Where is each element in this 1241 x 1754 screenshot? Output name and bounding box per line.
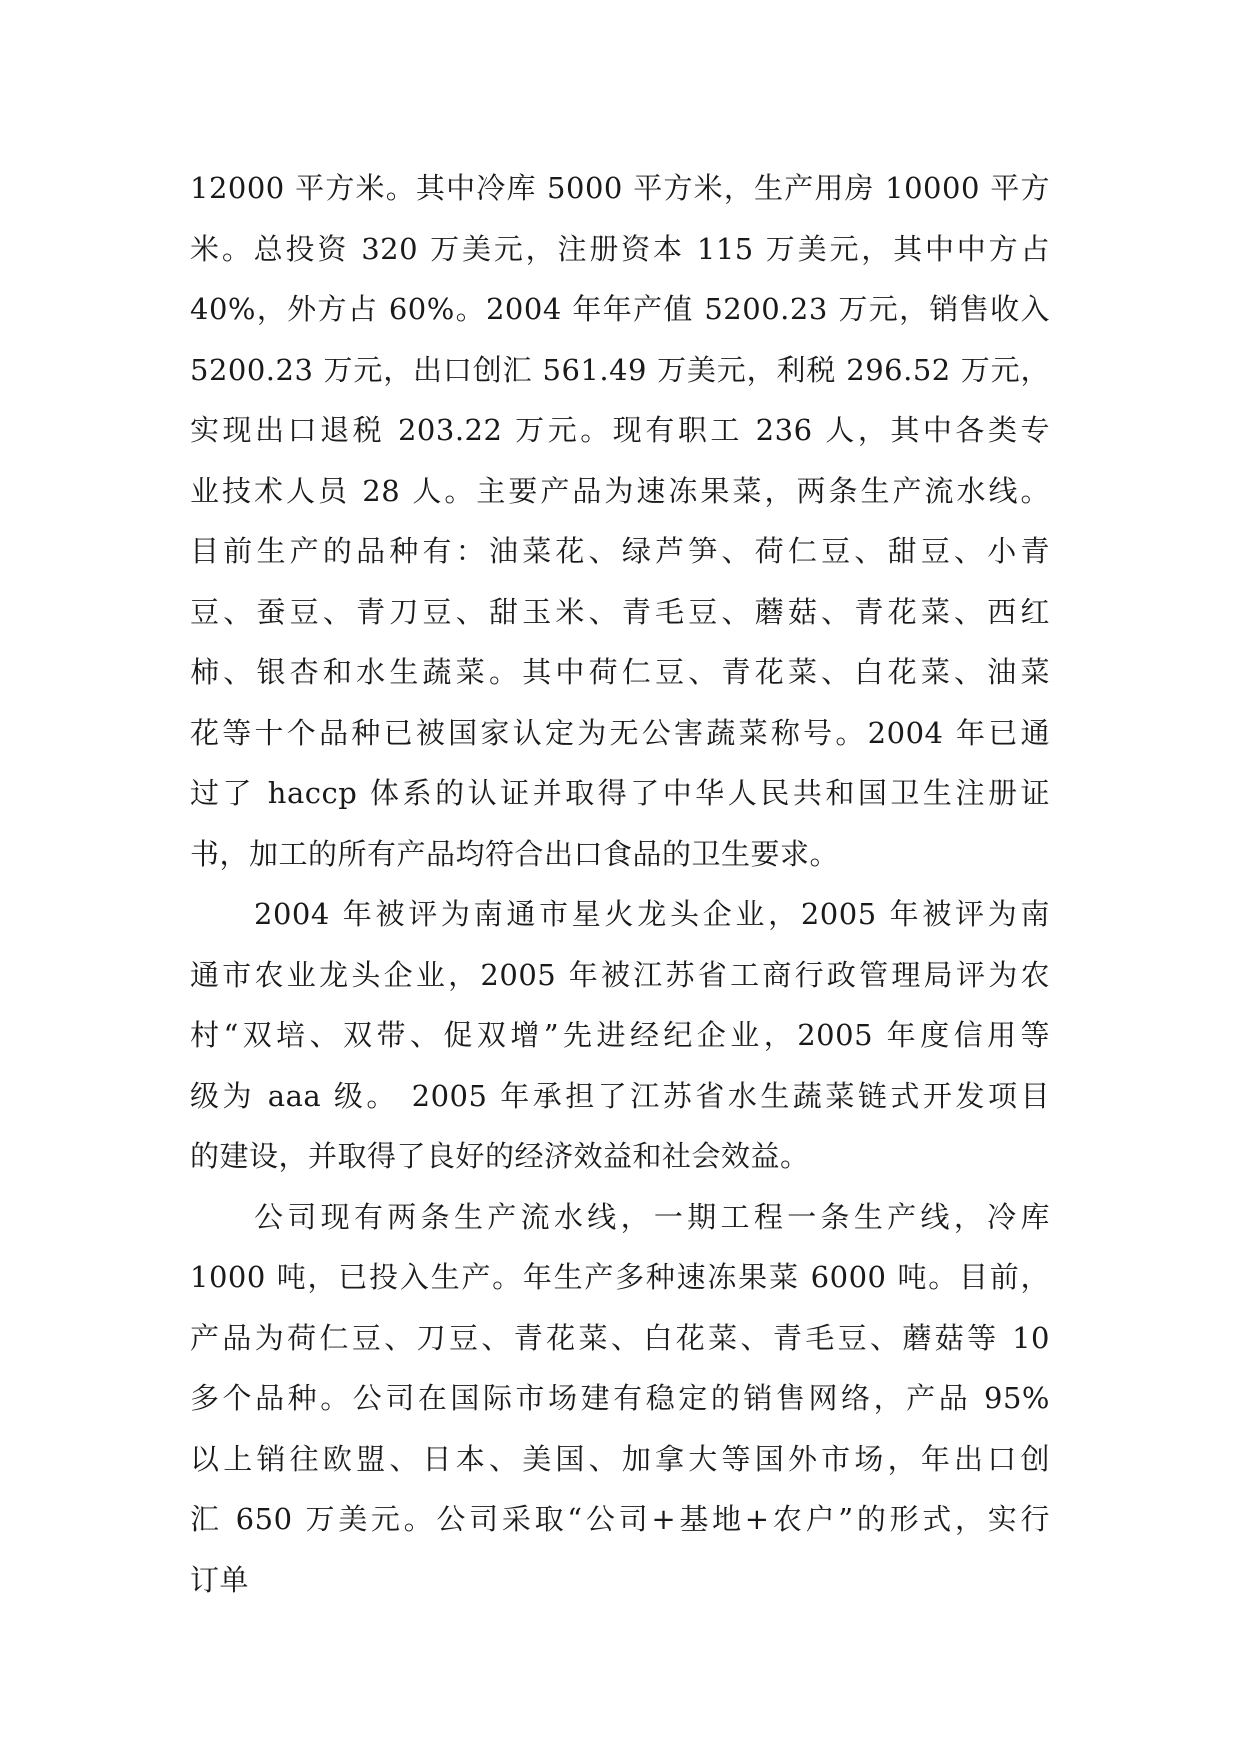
- text-line: 目前生产的品种有：油菜花、绿芦笋、荷仁豆、甜豆、小青: [190, 534, 1050, 568]
- text-line: 1000 吨，已投入生产。年生产多种速冻果菜 6000 吨。目前，: [190, 1260, 1050, 1294]
- document-body: [190, 158, 1050, 1610]
- paragraph-3: [190, 1187, 1050, 1611]
- text-line: 实现出口退税 203.22 万元。现有职工 236 人，其中各类专: [190, 413, 1050, 447]
- text-line: 的建设，并取得了良好的经济效益和社会效益。: [190, 1139, 810, 1173]
- text-line: 花等十个品种已被国家认定为无公害蔬菜称号。2004 年已通: [190, 715, 1050, 750]
- text-line: 12000 平方米。其中冷库 5000 平方米，生产用房 10000 平方: [190, 171, 1050, 205]
- text-line: 柿、银杏和水生蔬菜。其中荷仁豆、青花菜、白花菜、油菜: [190, 655, 1050, 689]
- text-line: 以上销往欧盟、日本、美国、加拿大等国外市场，年出口创: [190, 1441, 1050, 1476]
- text-line: 书，加工的所有产品均符合出口食品的卫生要求。: [190, 836, 840, 871]
- text-line: 村“双培、双带、促双增”先进经纪企业，2005 年度信用等: [190, 1018, 1050, 1052]
- text-line: 过了 haccp 体系的认证并取得了中华人民共和国卫生注册证: [190, 776, 1050, 810]
- text-line: 40%，外方占 60%。2004 年年产值 5200.23 万元，销售收入: [190, 292, 1050, 326]
- text-line: 业技术人员 28 人。主要产品为速冻果菜，两条生产流水线。: [190, 473, 1050, 508]
- text-line: 级为 aaa 级。 2005 年承担了江苏省水生蔬菜链式开发项目: [190, 1078, 1050, 1113]
- text-line: 公司现有两条生产流水线，一期工程一条生产线，冷库: [254, 1199, 1050, 1234]
- text-line: 米。总投资 320 万美元，注册资本 115 万美元，其中中方占: [190, 231, 1050, 266]
- paragraph-2: [190, 884, 1050, 1187]
- paragraph-1: [190, 158, 1050, 884]
- text-line: 产品为荷仁豆、刀豆、青花菜、白花菜、青毛豆、蘑菇等 10: [190, 1320, 1050, 1355]
- text-line: 2004 年被评为南通市星火龙头企业，2005 年被评为南: [254, 897, 1050, 931]
- text-line: 豆、蚕豆、青刀豆、甜玉米、青毛豆、蘑菇、青花菜、西红: [190, 594, 1050, 629]
- text-line: 多个品种。公司在国际市场建有稳定的销售网络，产品 95%: [190, 1381, 1050, 1415]
- text-line: 订单: [190, 1562, 250, 1597]
- text-line: 5200.23 万元，出口创汇 561.49 万美元，利税 296.52 万元，: [190, 352, 1050, 387]
- text-line: 汇 650 万美元。公司采取“公司+基地+农户”的形式，实行: [190, 1502, 1050, 1536]
- text-line: 通市农业龙头企业，2005 年被江苏省工商行政管理局评为农: [190, 957, 1050, 992]
